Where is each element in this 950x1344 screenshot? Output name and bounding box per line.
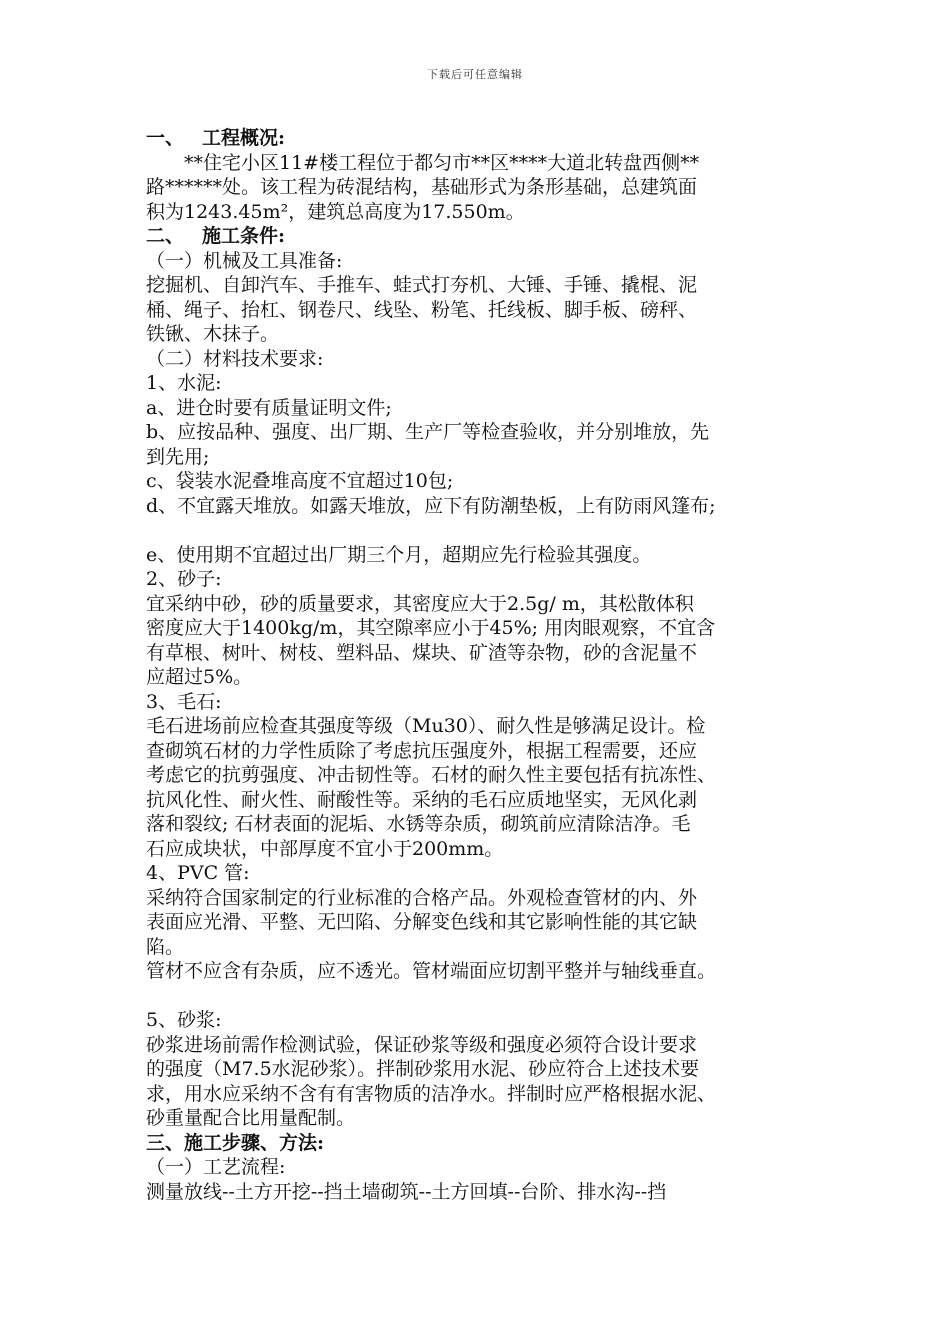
section-3-heading: 三、施工步骤、方法: (146, 1131, 325, 1154)
item-heading: 3、毛石: (146, 690, 222, 713)
paragraph-line: 有草根、树叶、树枝、塑料品、煤块、矿渣等杂物，砂的含泥量不 (146, 641, 698, 664)
paragraph-line: 求，用水应采纳不含有有害物质的洁净水。拌制时应严格根据水泥、 (146, 1082, 717, 1105)
paragraph-line: e、使用期不宜超过出厂期三个月，超期应先行检验其强度。 (146, 543, 652, 566)
paragraph-line: 砂重量配合比用量配制。 (146, 1107, 356, 1129)
paragraph-line: 石应成块状，中部厚度不宜小于200mm。 (146, 837, 504, 860)
paragraph-line: 密度应大于1400kg/m，其空隙率应小于45%; 用肉眼观察，不宜含 (146, 617, 716, 639)
blank-line (146, 518, 826, 543)
subsection-heading: （二）材料技术要求: (146, 347, 324, 370)
paragraph-line: 宜采纳中砂，砂的质量要求，其密度应大于2.5g/ m，其松散体积 (146, 592, 694, 615)
page-header: 下载后可任意编辑 (427, 68, 523, 81)
section-2-title: 施工条件: (202, 225, 286, 247)
paragraph-line: 毛石进场前应检查其强度等级（Mu30）、耐久性是够满足设计。检 (146, 715, 706, 737)
paragraph-line: 考虑它的抗剪强度、冲击韧性等。石材的耐久性主要包括有抗冻性、 (146, 764, 717, 786)
paragraph-line: 砂浆进场前需作检测试验，保证砂浆等级和强度必须符合设计要求 (146, 1033, 698, 1056)
paragraph-line: 表面应光滑、平整、无凹陷、分解变色线和其它影响性能的其它缺 (146, 911, 698, 933)
section-2-number: 二、 (146, 225, 185, 247)
paragraph-line: 到先用; (146, 445, 210, 468)
paragraph-line: 陷。 (146, 935, 185, 958)
section-1-title: 工程概况: (202, 127, 286, 149)
document-body (146, 126, 826, 1204)
paragraph-line: 抗风化性、耐火性、耐酸性等。采纳的毛石应质地坚实，无风化剥 (146, 788, 698, 811)
section-1-heading (146, 126, 826, 151)
paragraph-line: 落和裂纹; 石材表面的泥垢、水锈等杂质，砌筑前应清除洁净。毛 (146, 813, 691, 835)
paragraph-line: c、袋装水泥叠堆高度不宜超过10包; (146, 470, 454, 492)
item-heading: 2、砂子: (146, 568, 222, 590)
subsection-heading: （一）工艺流程: (146, 1156, 286, 1178)
paragraph-line: 挖掘机、自卸汽车、手推车、蛙式打夯机、大锤、手锤、撬棍、泥 (146, 274, 698, 296)
item-heading: 5、砂浆: (146, 1009, 222, 1031)
paragraph-line: 测量放线--土方开挖--挡土墙砌筑--土方回填--台阶、排水沟--挡 (146, 1180, 667, 1203)
paragraph-line: 桶、绳子、抬杠、钢卷尺、线坠、粉笔、托线板、脚手板、磅秤、 (146, 298, 698, 321)
paragraph-line: d、不宜露天堆放。如露天堆放，应下有防潮垫板，上有防雨风篷布; (146, 494, 716, 517)
paragraph-line: 的强度（M7.5水泥砂浆）。拌制砂浆用水泥、砂应符合上述技术要 (146, 1058, 700, 1080)
item-heading: 1、水泥: (146, 372, 222, 394)
section-2-heading (146, 224, 826, 249)
paragraph-line: 管材不应含有杂质，应不透光。管材端面应切割平整并与轴线垂直。 (146, 960, 717, 982)
paragraph-line: a、进仓时要有质量证明文件; (146, 396, 392, 419)
paragraph-line: 采纳符合国家制定的行业标准的合格产品。外观检查管材的内、外 (146, 886, 698, 909)
paragraph-line: 查砌筑石材的力学性质除了考虑抗压强度外，根据工程需要，还应 (146, 739, 698, 762)
section-1-number: 一、 (146, 127, 185, 149)
paragraph-line: 积为1243.45m²，建筑总高度为17.550m。 (146, 200, 525, 223)
paragraph-line: 路******处。该工程为砖混结构，基础形式为条形基础，总建筑面 (146, 176, 698, 198)
blank-line (146, 984, 826, 1009)
item-heading: 4、PVC 管: (146, 862, 250, 884)
paragraph-line: b、应按品种、强度、出厂期、生产厂等检查验收，并分别堆放，先 (146, 421, 710, 443)
paragraph-line: **住宅小区11#楼工程位于都匀市**区****大道北转盘西侧** (184, 151, 700, 174)
paragraph-line: 应超过5%。 (146, 666, 253, 688)
subsection-heading: （一）机械及工具准备: (146, 249, 343, 272)
paragraph-line: 铁锹、木抹子。 (146, 323, 280, 345)
